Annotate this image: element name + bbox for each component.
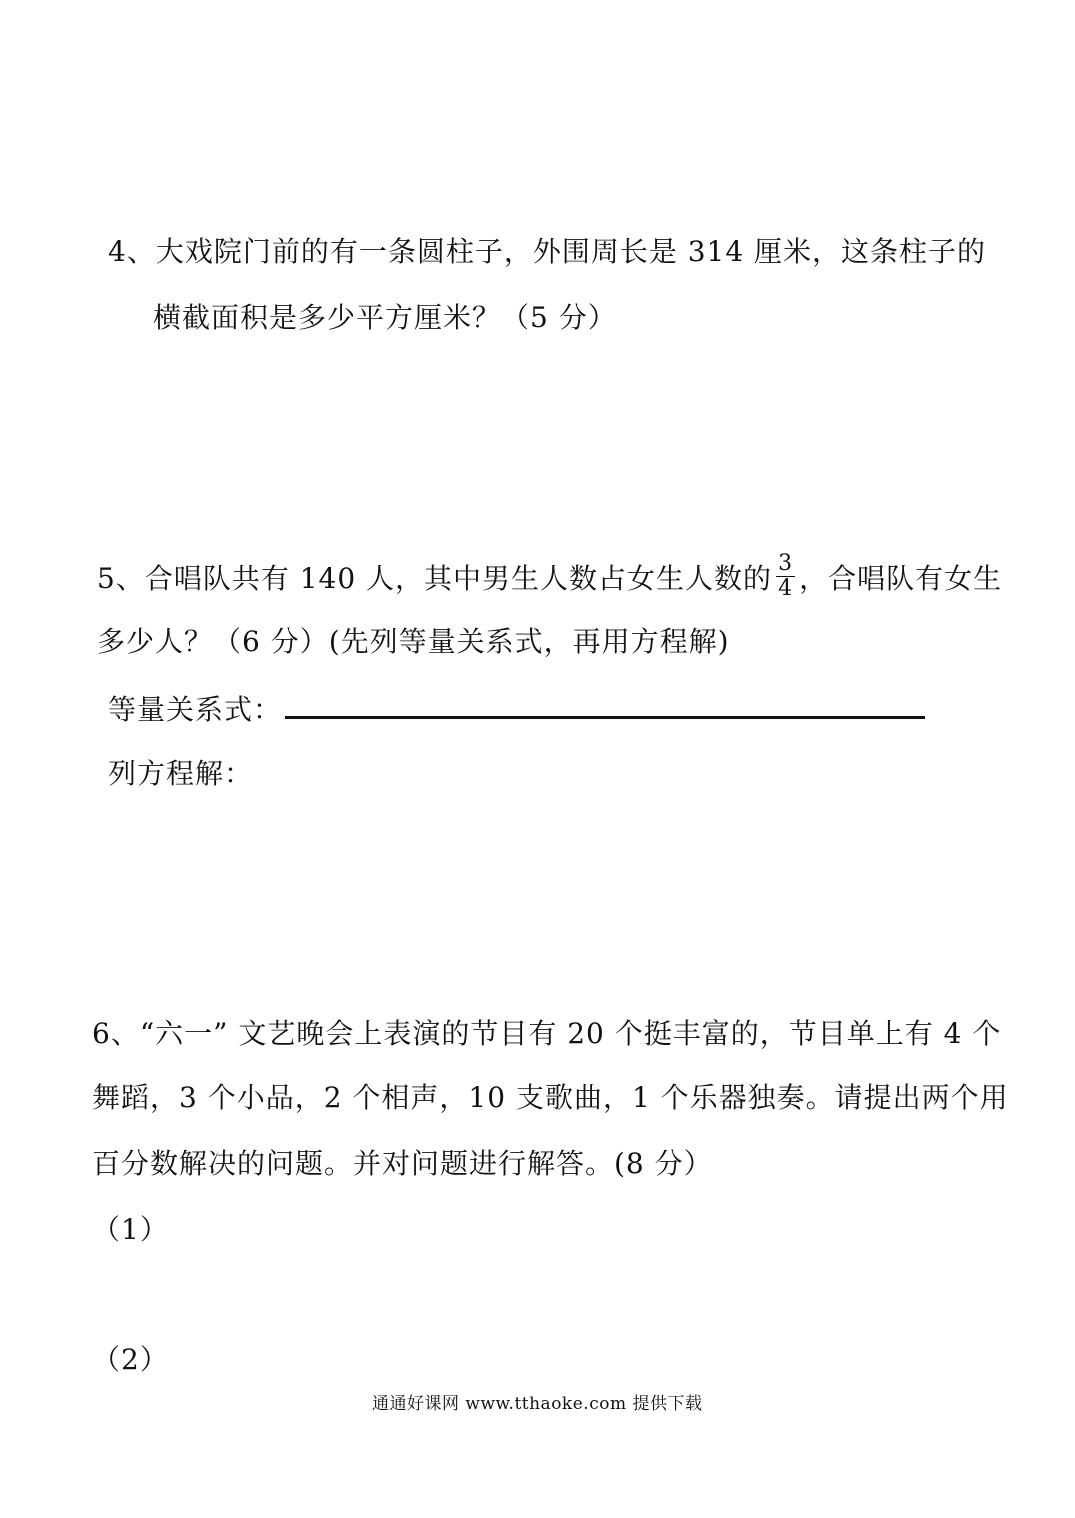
equation-label: 列方程解： [108, 757, 254, 790]
fraction [776, 552, 795, 601]
fraction-denominator: 4 [778, 576, 794, 601]
q5-text-before-fraction: 5、合唱队共有 140 人，其中男生人数占女生人数的 [97, 562, 773, 595]
q6-sub-question-2: （2） [92, 1343, 169, 1376]
q6-sub-question-1: （1） [92, 1213, 169, 1246]
q5-line-1 [97, 551, 1003, 605]
q6-line-2: 舞蹈，3 个小品，2 个相声，10 支歌曲，1 个乐器独奏。请提出两个用 [92, 1081, 1009, 1114]
q5-line-2: 多少人？（6 分）(先列等量关系式，再用方程解) [97, 625, 730, 658]
q6-line-3: 百分数解决的问题。并对问题进行解答。(8 分） [92, 1147, 713, 1180]
q5-text-after-fraction: ，合唱队有女生 [799, 562, 1003, 595]
page-footer: 通通好课网 www.tthaoke.com 提供下载 [372, 1394, 703, 1414]
q6-line-1: 6、“六一” 文艺晚会上表演的节目有 20 个挺丰富的，节目单上有 4 个 [92, 1017, 1002, 1050]
answer-blank-line [285, 716, 925, 719]
q4-line-1: 4、大戏院门前的有一条圆柱子，外围周长是 314 厘米，这条柱子的 [108, 235, 987, 268]
fraction-numerator: 3 [778, 551, 794, 576]
relation-label: 等量关系式： [108, 693, 283, 726]
q4-line-2: 横截面积是多少平方厘米？（5 分） [153, 301, 617, 334]
